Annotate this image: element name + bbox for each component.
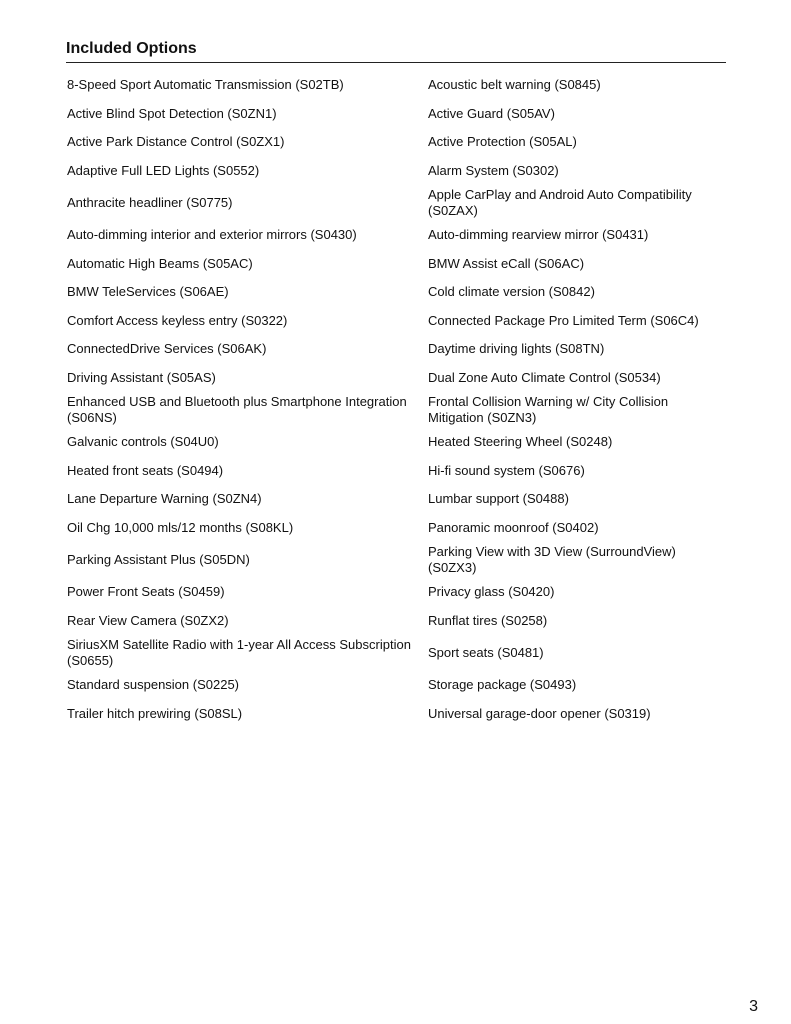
title-divider [66,62,726,63]
option-row [67,157,727,186]
option-item: Anthracite headliner (S0775) [67,195,233,210]
option-item: Standard suspension (S0225) [67,677,240,693]
option-row [67,671,727,700]
option-item: Daytime driving lights (S08TN) [428,341,605,357]
option-row [67,221,727,250]
option-row [67,392,727,428]
option-item: Auto-dimming interior and exterior mirrors (S0430) [67,227,357,243]
option-item: Sport seats (S0481) [428,645,544,660]
option-row [67,185,727,221]
option-item: BMW Assist eCall (S06AC) [428,255,585,271]
option-row [67,307,727,336]
option-item: Alarm System (S0302) [428,162,559,178]
option-item: ConnectedDrive Services (S06AK) [67,341,267,357]
option-row [67,250,727,279]
page-number: 3 [749,998,758,1015]
option-row [67,364,727,393]
included-options-table [67,71,727,728]
option-item: Enhanced USB and Bluetooth plus Smartphone Integration (S06NS) [67,394,407,425]
option-item: Automatic High Beams (S05AC) [67,255,253,271]
option-row [67,514,727,543]
option-item: Trailer hitch prewiring (S08SL) [67,705,243,721]
option-item: Acoustic belt warning (S0845) [428,77,601,93]
option-item: Active Guard (S05AV) [428,105,555,121]
option-item: Power Front Seats (S0459) [67,584,225,600]
option-row [67,128,727,157]
option-item: Heated front seats (S0494) [67,462,224,478]
option-row [67,578,727,607]
option-row [67,542,727,578]
option-item: Active Blind Spot Detection (S0ZN1) [67,105,277,121]
option-row [67,607,727,636]
option-item: Connected Package Pro Limited Term (S06C4) [428,312,699,328]
option-item: Rear View Camera (S0ZX2) [67,612,229,628]
option-item: Universal garage-door opener (S0319) [428,705,651,721]
option-item: Auto-dimming rearview mirror (S0431) [428,227,649,243]
option-item: Privacy glass (S0420) [428,584,555,600]
option-item: Active Protection (S05AL) [428,134,577,150]
option-row [67,278,727,307]
option-row [67,457,727,486]
option-row [67,635,727,671]
option-item: Adaptive Full LED Lights (S0552) [67,162,260,178]
option-item: Active Park Distance Control (S0ZX1) [67,134,285,150]
option-row [67,700,727,729]
option-item: Panoramic moonroof (S0402) [428,519,599,535]
option-item: Runflat tires (S0258) [428,612,548,628]
option-item: Dual Zone Auto Climate Control (S0534) [428,369,661,385]
option-row [67,335,727,364]
option-item: Hi-fi sound system (S0676) [428,462,585,478]
option-item: SiriusXM Satellite Radio with 1-year All Access Subscription (S0655) [67,637,411,668]
option-item: Oil Chg 10,000 mls/12 months (S08KL) [67,519,294,535]
option-item: Parking Assistant Plus (S05DN) [67,552,250,567]
option-item: Comfort Access keyless entry (S0322) [67,312,288,328]
option-item: Storage package (S0493) [428,677,577,693]
option-item: 8-Speed Sport Automatic Transmission (S02TB) [67,77,344,93]
option-item: Heated Steering Wheel (S0248) [428,434,613,450]
option-item: Parking View with 3D View (SurroundView) (S0ZX3) [428,544,676,575]
option-row [67,71,727,100]
option-item: Driving Assistant (S05AS) [67,369,216,385]
option-row [67,485,727,514]
option-item: Lane Departure Warning (S0ZN4) [67,491,262,507]
option-item: Galvanic controls (S04U0) [67,434,219,450]
option-item: Frontal Collision Warning w/ City Collision Mitigation (S0ZN3) [428,394,669,425]
option-item: BMW TeleServices (S06AE) [67,284,229,300]
option-item: Cold climate version (S0842) [428,284,595,300]
section-title: Included Options [66,40,197,57]
option-row [67,428,727,457]
option-item: Apple CarPlay and Android Auto Compatibility (S0ZAX) [428,187,692,218]
option-row [67,100,727,129]
option-item: Lumbar support (S0488) [428,491,569,507]
